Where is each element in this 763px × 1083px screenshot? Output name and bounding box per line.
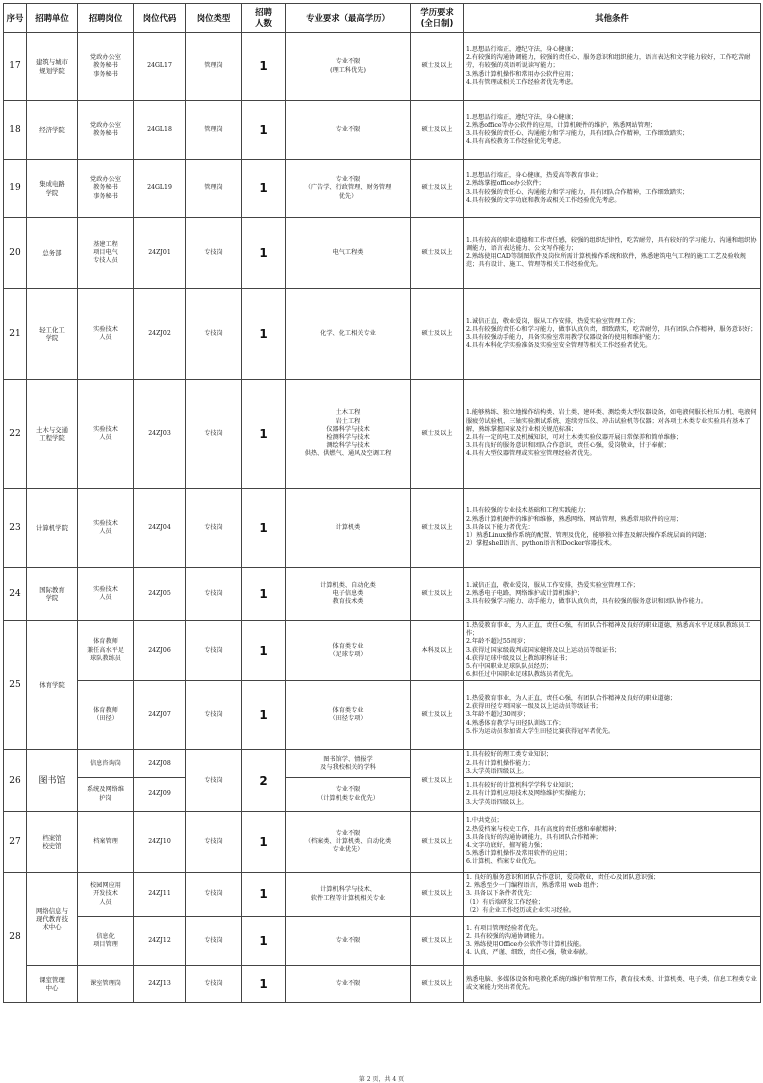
condition-line: 2.获得田径专项国家一级及以上运动员等级证书；: [466, 703, 602, 711]
condition-line: 1.诚信正直，敬业爱岗，服从工作安排，热爱实验室管理工作；: [466, 317, 639, 325]
condition-line: 3.具有较强的责任心、沟通能力和学习能力，具有团队合作精神，工作细致踏实；: [466, 188, 689, 196]
header-cond: 其他条件: [464, 4, 761, 33]
condition-line: 1. 良好的服务意识和团队合作意识，爱岗敬业，责任心及团队意识强；: [466, 874, 660, 882]
unit-cell: 土木与交通 工程学院: [27, 380, 78, 489]
post-cell: 体育教师 兼任高水平足 球队教练员: [78, 621, 134, 681]
code-cell: 24ZJ08: [134, 750, 186, 778]
conditions-cell: [464, 218, 761, 289]
condition-line: 2.具有较强的责任心和学习能力，做事认真负责，细致踏实，吃苦耐劳，具有团队合作精神，服务意识好；: [466, 325, 757, 333]
type-cell: 专技岗: [186, 218, 242, 289]
seq-cell: 19: [4, 160, 27, 218]
type-cell: 专技岗: [186, 289, 242, 380]
condition-line: 3.年龄不超过30周岁；: [466, 711, 530, 719]
unit-cell: 集成电路 学院: [27, 160, 78, 218]
code-cell: 24ZJ01: [134, 218, 186, 289]
condition-line: 3.熟悉计算机操作和常用办公软件应用；: [466, 70, 578, 78]
major-cell: 电气工程类: [286, 218, 411, 289]
major-cell: 专业不限 （广告学、行政管理、财务管理 优先）: [286, 160, 411, 218]
condition-line: 3.具有良好的服务意识和团队合作意识，责任心强，爱岗敬业，甘于奉献；: [466, 442, 670, 450]
header-type: 岗位类型: [186, 4, 242, 33]
table-row: [4, 750, 761, 778]
condition-line: 6.计算机、档案专业优先。: [466, 858, 540, 866]
seq-cell: 20: [4, 218, 27, 289]
condition-line: 4.获得足球中级及以上教练职称证书；: [466, 654, 571, 662]
unit-cell: 档案馆 校史馆: [27, 812, 78, 873]
table-row: [4, 873, 761, 917]
seq-cell: 17: [4, 33, 27, 101]
condition-line: 4. 认真、严谨、细致，责任心强，敬业奉献。: [466, 949, 592, 957]
code-cell: 24ZJ03: [134, 380, 186, 489]
table-row: [4, 289, 761, 380]
header-code: 岗位代码: [134, 4, 186, 33]
major-cell: 图书馆学、情报学 及与我校相关的学科: [286, 750, 411, 778]
table-row: [4, 778, 761, 812]
num-cell: 1: [242, 917, 286, 966]
unit-cell: 总务部: [27, 218, 78, 289]
post-cell: 信息咨询岗: [78, 750, 134, 778]
code-cell: 24ZJ04: [134, 489, 186, 568]
num-cell: 1: [242, 218, 286, 289]
unit-cell: 课室管理 中心: [27, 966, 78, 1003]
condition-line: 1.中共党员；: [466, 817, 503, 825]
header-unit: 招聘单位: [27, 4, 78, 33]
condition-line: 3.获得过国家级裁判或国家健将及以上运动员等级证书；: [466, 646, 621, 654]
condition-line: 4.具有大型仪器管理或实验室管理经验者优先。: [466, 450, 596, 458]
code-cell: 24ZJ13: [134, 966, 186, 1003]
num-cell: 1: [242, 966, 286, 1003]
num-cell: 1: [242, 33, 286, 101]
table-row: [4, 489, 761, 568]
major-cell: 专业不限: [286, 966, 411, 1003]
table-row: [4, 681, 761, 750]
condition-line: 2.年龄不超过55周岁；: [466, 638, 530, 646]
major-cell: 专业不限: [286, 101, 411, 160]
condition-line: 3.具备良好的沟通协调能力，具有团队合作精神；: [466, 833, 602, 841]
condition-line: 1.热爱教育事业，为人正直，责任心强，有团队合作精神及良好的职业道德，熟悉高水平足球队教练员工作；: [466, 622, 751, 638]
conditions-cell: [464, 778, 761, 812]
conditions-cell: [464, 621, 761, 681]
post-cell: 党政办公室 教务秘书 事务秘书: [78, 33, 134, 101]
post-cell: 实验技术 人员: [78, 568, 134, 621]
num-cell: 1: [242, 873, 286, 917]
unit-cell: 体育学院: [27, 621, 78, 750]
condition-line: 1）熟悉Linux操作系统的配置、管理及优化，能够独立排查及解决操作系统层面的问题；: [466, 532, 711, 540]
condition-line: 4.具有管理或相关工作经验者优先考虑。: [466, 78, 578, 86]
edu-cell: 硕士及以上: [411, 33, 464, 101]
condition-line: 1.热爱教育事业，为人正直，责任心强，有团队合作精神及良好的职业道德；: [466, 694, 677, 702]
condition-line: 4.具有本科化学实验准备及实验室安全管理等相关工作经验者优先。: [466, 342, 652, 350]
post-cell: 课室管理岗: [78, 966, 134, 1003]
table-row: [4, 568, 761, 621]
seq-cell: 25: [4, 621, 27, 750]
table-row: [4, 101, 761, 160]
type-cell: 管理岗: [186, 101, 242, 160]
condition-line: 2.熟练掌握office办公软件；: [466, 180, 545, 188]
page-footer: 第 2 页，共 4 页: [358, 1076, 405, 1083]
code-cell: 24ZJ02: [134, 289, 186, 380]
type-cell: 管理岗: [186, 160, 242, 218]
header-post: 招聘岗位: [78, 4, 134, 33]
post-cell: 实验技术 人员: [78, 489, 134, 568]
seq-cell: 21: [4, 289, 27, 380]
edu-cell: 硕士及以上: [411, 966, 464, 1003]
recruitment-table: [3, 3, 761, 1003]
num-cell: 1: [242, 160, 286, 218]
num-cell: 1: [242, 568, 286, 621]
major-cell: 计算机类: [286, 489, 411, 568]
condition-line: 1.思想品行端正，遵纪守法，身心健康；: [466, 45, 578, 53]
num-cell: 1: [242, 101, 286, 160]
conditions-cell: [464, 873, 761, 917]
major-cell: 计算机科学与技术、 软件工程等计算机相关专业: [286, 873, 411, 917]
code-cell: 24ZJ10: [134, 812, 186, 873]
major-cell: 专业不限 (理工科优先): [286, 33, 411, 101]
type-cell: 专技岗: [186, 917, 242, 966]
conditions-cell: [464, 568, 761, 621]
table-row: [4, 218, 761, 289]
condition-line: 2.熟悉计算机硬件的维护和维修，熟悉网络、网站管理，熟悉常用软件的应用；: [466, 515, 683, 523]
unit-cell: 经济学院: [27, 101, 78, 160]
num-cell: 1: [242, 621, 286, 681]
condition-line: 2. 熟悉至少一门编程语言，熟悉常用 web 组件；: [466, 882, 603, 890]
type-cell: 专技岗: [186, 966, 242, 1003]
num-cell: 1: [242, 289, 286, 380]
num-cell: 1: [242, 812, 286, 873]
condition-line: 3.具有较强学习能力、动手能力，做事认真负责，具有较强的服务意识和团队协作能力。: [466, 598, 708, 606]
type-cell: 专技岗: [186, 568, 242, 621]
major-cell: 专业不限 （档案类、计算机类、自动化类 专业优先）: [286, 812, 411, 873]
type-cell: 专技岗: [186, 380, 242, 489]
major-cell: 体育类专业 （田径专项）: [286, 681, 411, 750]
edu-cell: 硕士及以上: [411, 917, 464, 966]
table-row: [4, 966, 761, 1003]
conditions-cell: [464, 33, 761, 101]
condition-line: 3. 具备以下条件者优先：: [466, 890, 536, 898]
condition-line: 1.具有较好的理工类专业知识；: [466, 751, 553, 759]
seq-cell: 28: [4, 873, 27, 1003]
major-cell: 计算机类、自动化类 电子信息类 教育技术类: [286, 568, 411, 621]
unit-cell: 图书馆: [27, 750, 78, 812]
conditions-cell: [464, 289, 761, 380]
code-cell: 24GL18: [134, 101, 186, 160]
num-cell: 2: [242, 750, 286, 812]
table-row: [4, 812, 761, 873]
seq-cell: 22: [4, 380, 27, 489]
code-cell: 24ZJ09: [134, 778, 186, 812]
header-seq: 序号: [4, 4, 27, 33]
edu-cell: 硕士及以上: [411, 489, 464, 568]
unit-cell: 建筑与城市 规划学院: [27, 33, 78, 101]
condition-line: 1.思想品行端正，遵纪守法，身心健康；: [466, 113, 578, 121]
condition-line: 2）掌握shell语言、python语言和Docker容器技术。: [466, 540, 616, 548]
condition-line: （1）有后端研发工作经验；: [466, 898, 545, 906]
edu-cell: 硕士及以上: [411, 218, 464, 289]
type-cell: 专技岗: [186, 750, 242, 812]
table-row: [4, 160, 761, 218]
condition-line: 2.熟练使用CAD等制图软件及岗位所需计算机操作系统和软件，熟悉建筑电气工程的施工工艺及验收规范；具有设计、施工、管理等相关工作经验优先。: [466, 253, 746, 269]
post-cell: 实验技术 人员: [78, 289, 134, 380]
unit-cell: 网络信息与 现代教育技 术中心: [27, 873, 78, 966]
edu-cell: 硕士及以上: [411, 750, 464, 812]
edu-cell: 硕士及以上: [411, 289, 464, 380]
code-cell: 24ZJ06: [134, 621, 186, 681]
type-cell: 专技岗: [186, 621, 242, 681]
unit-cell: 轻工化工 学院: [27, 289, 78, 380]
condition-line: 3.具有较强的责任心、沟通能力和学习能力，具有团队合作精神，工作细致踏实；: [466, 130, 689, 137]
major-cell: 专业不限: [286, 917, 411, 966]
edu-cell: 硕士及以上: [411, 681, 464, 750]
condition-line: 6.担任过中国职业足球队教练员者优先。: [466, 671, 578, 679]
post-cell: 校园网应用 开发技术 人员: [78, 873, 134, 917]
condition-line: 2.具有计算机操作能力；: [466, 759, 534, 767]
edu-cell: 硕士及以上: [411, 568, 464, 621]
condition-line: 2. 具有较强的沟通协调能力。: [466, 932, 549, 940]
edu-cell: 硕士及以上: [411, 160, 464, 218]
post-cell: 党政办公室 教务秘书 事务秘书: [78, 160, 134, 218]
seq-cell: 27: [4, 812, 27, 873]
header-num: 招聘 人数: [242, 4, 286, 33]
conditions-cell: [464, 917, 761, 966]
condition-line: 1.具有较好的计算机科学学科专业知识；: [466, 782, 578, 790]
condition-line: 3. 熟练使用Office办公软件等计算机技能。: [466, 941, 586, 949]
condition-line: 5.作为运动员参加省大学生田径比赛获得冠军者优先。: [466, 727, 615, 735]
condition-line: 1. 有项目管理经验者优先。: [466, 924, 542, 932]
condition-line: 2.具有一定的电工及机械知识，可对土木类实验仪器开展日常保养和简单维修；: [466, 434, 683, 441]
type-cell: 专技岗: [186, 812, 242, 873]
num-cell: 1: [242, 681, 286, 750]
conditions-cell: [464, 750, 761, 778]
condition-line: 5.熟悉计算机操作及常用软件的应用；: [466, 850, 571, 858]
condition-line: 1.能够熟练、独立地操作结构类、岩土类、建环类、测绘类大型仪器设备，如电液伺服长柱压力机、电液伺服疲劳试验机、三轴实验测试系统、连续旁压仪、冲击试验机等仪器；对各项土木类专业实验具有基本了解，熟练掌握国家及行业相关规范标准；: [466, 409, 757, 433]
conditions-cell: [464, 101, 761, 160]
table-row: [4, 33, 761, 101]
code-cell: 24ZJ11: [134, 873, 186, 917]
edu-cell: 硕士及以上: [411, 101, 464, 160]
unit-cell: 计算机学院: [27, 489, 78, 568]
code-cell: 24GL17: [134, 33, 186, 101]
seq-cell: 24: [4, 568, 27, 621]
major-cell: 土木工程 岩土工程 仪器科学与技术 检测科学与技术 测绘科学与技术 供热、供燃气、通风及空调工程: [286, 380, 411, 489]
condition-line: 熟悉电脑、多媒体设备和电教化系统的维护和管理工作，教育技术类、计算机类、电子类、信息工程类专业或文案能力突出者优先。: [466, 975, 757, 992]
condition-line: 4.具有高校教务工作经验优先考虑。: [466, 138, 565, 146]
edu-cell: 本科及以上: [411, 621, 464, 681]
post-cell: 信息化 项目管理: [78, 917, 134, 966]
table-row: [4, 917, 761, 966]
num-cell: 1: [242, 489, 286, 568]
conditions-cell: [464, 966, 761, 1003]
condition-line: 2.有较强的沟通协调能力，较强的责任心、服务意识和组织能力，语言表达和文字能力较好，工作吃苦耐劳，有较强的英语听说读写能力；: [466, 54, 751, 70]
code-cell: 24ZJ12: [134, 917, 186, 966]
condition-line: （2）有企业工作经历或企业实习经验。: [466, 906, 576, 914]
type-cell: 专技岗: [186, 489, 242, 568]
condition-line: 2.熟悉office等办公软件的应用，计算机硬件的维护，熟悉网站管理；: [466, 121, 657, 129]
post-cell: 基建工程 项目电气 专技人员: [78, 218, 134, 289]
condition-line: 2.熟悉电子电路，网络维护或计算机维护；: [466, 589, 584, 597]
type-cell: 专技岗: [186, 873, 242, 917]
post-cell: 实验技术 人员: [78, 380, 134, 489]
header-edu: 学历要求 (全日制): [411, 4, 464, 33]
conditions-cell: [464, 380, 761, 489]
condition-line: 4.具有较强的文字功底和教务或相关工作经验优先考虑。: [466, 196, 621, 204]
table-row: [4, 380, 761, 489]
condition-line: 3.具有较强动手能力，具备实验室常用教学仪器设备的使用和维护能力；: [466, 334, 664, 341]
header-major: 专业要求（最高学历）: [286, 4, 411, 33]
major-cell: 专业不限 （计算机类专业优先）: [286, 778, 411, 812]
header-row: [4, 4, 761, 33]
condition-line: 2.热爱档案与校史工作，具有高度的责任感和奉献精神；: [466, 825, 621, 833]
seq-cell: 26: [4, 750, 27, 812]
type-cell: 专技岗: [186, 681, 242, 750]
condition-line: 4.熟悉体育教学与田径队训练工作；: [466, 719, 565, 727]
code-cell: 24GL19: [134, 160, 186, 218]
condition-line: 4.文字功底好，擅写能力强；: [466, 842, 547, 850]
code-cell: 24ZJ07: [134, 681, 186, 750]
condition-line: 3.大学英语四级以上。: [466, 798, 528, 806]
condition-line: 3.具备以下能力者优先：: [466, 523, 534, 531]
seq-cell: 18: [4, 101, 27, 160]
post-cell: 体育教师 （田径）: [78, 681, 134, 750]
major-cell: 体育类专业 （足球专项）: [286, 621, 411, 681]
unit-cell: 国际教育 学院: [27, 568, 78, 621]
condition-line: 3.大学英语四级以上。: [466, 767, 528, 775]
condition-line: 2.具有计算机应用技术及网络维护实操能力；: [466, 790, 590, 798]
condition-line: 1.具有较高的职业道德和工作责任感，较强的组织纪律性，吃苦耐劳，具有较好的学习能力、沟通和组织协调能力，语言表达能力、公文写作能力；: [466, 236, 757, 252]
code-cell: 24ZJ05: [134, 568, 186, 621]
conditions-cell: [464, 681, 761, 750]
post-cell: 档案管理: [78, 812, 134, 873]
edu-cell: 硕士及以上: [411, 380, 464, 489]
condition-line: 1.诚信正直，敬业爱岗，服从工作安排，热爱实验室管理工作；: [466, 581, 639, 589]
conditions-cell: [464, 812, 761, 873]
post-cell: 党政办公室 教务秘书: [78, 101, 134, 160]
major-cell: 化学、化工相关专业: [286, 289, 411, 380]
seq-cell: 23: [4, 489, 27, 568]
num-cell: 1: [242, 380, 286, 489]
edu-cell: 硕士及以上: [411, 812, 464, 873]
conditions-cell: [464, 489, 761, 568]
type-cell: 管理岗: [186, 33, 242, 101]
conditions-cell: [464, 160, 761, 218]
edu-cell: 硕士及以上: [411, 873, 464, 917]
condition-line: 5.有中国职业足球队队员经历；: [466, 663, 553, 671]
condition-line: 1.具有较强的专业技术基础和工程实践能力；: [466, 507, 590, 515]
table-row: [4, 621, 761, 681]
post-cell: 系统及网络维 护岗: [78, 778, 134, 812]
condition-line: 1.思想品行端正，身心健康，热爱高等教育事业；: [466, 172, 602, 180]
